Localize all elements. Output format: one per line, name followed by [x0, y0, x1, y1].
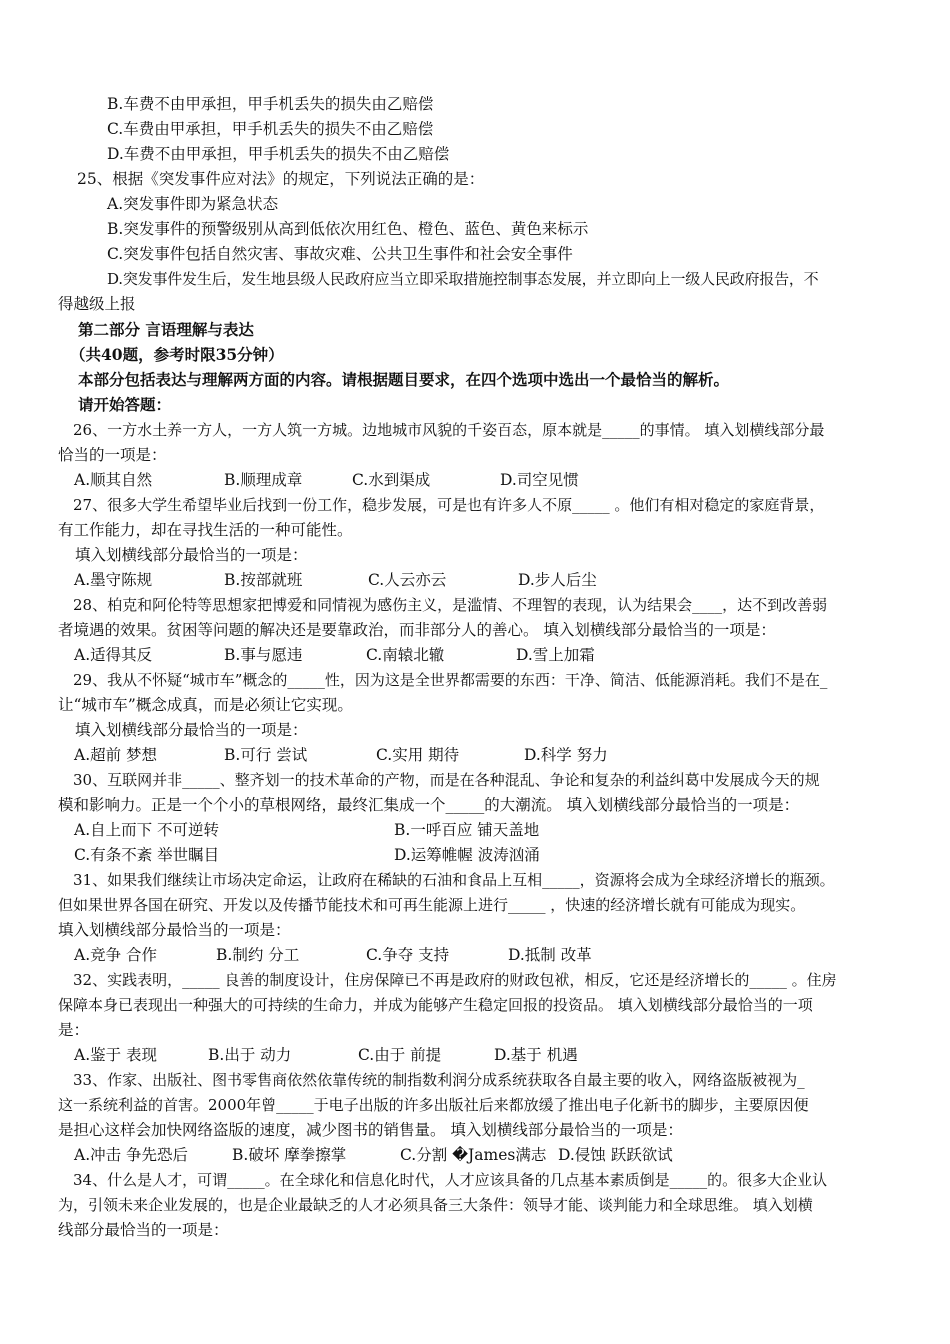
q29-option-b: B.可行 尝试 [224, 746, 308, 764]
q27-option-c: C.人云亦云 [368, 571, 447, 589]
q33-option-c: C.分割 �James满志 [400, 1146, 547, 1164]
q29-stem: 29、我从不怀疑“城市车”概念的_____性，因为这是全世界都需要的东西：干净、简洁、低能源消耗。我们不是在_ [73, 671, 828, 689]
q31-option-d: D.抵制 改革 [508, 946, 592, 964]
q33-option-b: B.破坏 摩拳擦掌 [232, 1146, 347, 1164]
q28-option-a: A.适得其反 [74, 646, 153, 664]
q29-prompt: 填入划横线部分最恰当的一项是： [75, 721, 308, 739]
q27-stem-cont: 有工作能力，却在寻找生活的一种可能性。 [58, 521, 353, 539]
section-start: 请开始答题： [78, 395, 172, 414]
q26-stem: 26、一方水土养一方人，一方人筑一方城。边地城市风貌的千姿百态，原本就是_____的事情。 填入划横线部分最 [73, 421, 825, 439]
q31-option-b: B.制约 分工 [216, 946, 300, 964]
q28-option-d: D.雪上加霜 [516, 646, 595, 664]
q25-option-d: D.突发事件发生后，发生地县级人民政府应当立即采取措施控制事态发展，并立即向上一级人民政府报告，不 [107, 270, 819, 288]
q27-option-d: D.步人后尘 [518, 571, 597, 589]
q32-option-a: A.鉴于 表现 [74, 1046, 158, 1064]
q27-option-a: A.墨守陈规 [74, 571, 153, 589]
q33-stem-end: 是担心这样会加快网络盗版的速度，减少图书的销售量。 填入划横线部分最恰当的一项是： [58, 1121, 683, 1139]
q33-stem: 33、作家、出版社、图书零售商依然依靠传统的制指数利润分成系统获取各自最主要的收入，网络盗版被视为_ [73, 1071, 805, 1089]
q29-option-c: C.实用 期待 [376, 746, 460, 764]
q24-option-d: D.车费不由甲承担，甲手机丢失的损失不由乙赔偿 [107, 145, 450, 163]
q29-option-a: A.超前 梦想 [74, 746, 158, 764]
q31-option-c: C.争夺 支持 [366, 946, 450, 964]
q31-option-a: A.竞争 合作 [74, 946, 158, 964]
q29-option-d: D.科学 努力 [524, 746, 608, 764]
q26-option-a: A.顺其自然 [74, 471, 153, 489]
q24-option-b: B.车费不由甲承担，甲手机丢失的损失由乙赔偿 [107, 95, 434, 113]
q28-stem-cont: 者境遇的效果。贫困等问题的解决还是要靠政治，而非部分人的善心。 填入划横线部分最恰当的一项是： [58, 621, 776, 639]
q26-option-c: C.水到渠成 [352, 471, 431, 489]
q28-stem: 28、柏克和阿伦特等思想家把博爱和同情视为感伤主义，是滥情、不理智的表现，认为结果会____，达不到改善弱 [73, 596, 828, 614]
section-intro: 本部分包括表达与理解两方面的内容。请根据题目要求，在四个选项中选出一个最恰当的解析。 [78, 370, 730, 389]
q26-stem-cont: 恰当的一项是： [58, 446, 167, 464]
q31-prompt: 填入划横线部分最恰当的一项是： [58, 921, 291, 939]
q27-option-b: B.按部就班 [224, 571, 303, 589]
q28-option-b: B.事与愿违 [224, 646, 303, 664]
q34-stem-end: 线部分最恰当的一项是： [58, 1221, 229, 1239]
q30-option-a: A.自上而下 不可逆转 [74, 821, 220, 839]
q25-option-a: A.突发事件即为紧急状态 [107, 195, 279, 213]
q30-option-c: C.有条不紊 举世瞩目 [74, 846, 220, 864]
q32-stem: 32、实践表明，_____ 良善的制度设计，住房保障已不再是政府的财政包袱，相反，它还是经济增长的_____ 。住房 [73, 971, 837, 989]
q34-stem: 34、什么是人才，可谓_____。在全球化和信息化时代，人才应该具备的几点基本素质倒是_____的。很多大企业认 [73, 1171, 828, 1189]
q29-stem-cont: 让“城市车”概念成真，而是必须让它实现。 [58, 696, 353, 714]
q26-option-b: B.顺理成章 [224, 471, 303, 489]
q25-stem: 25、根据《突发事件应对法》的规定，下列说法正确的是： [77, 170, 485, 188]
q33-option-a: A.冲击 争先恐后 [74, 1146, 189, 1164]
q30-stem: 30、互联网并非_____、整齐划一的技术革命的产物，而是在各种混乱、争论和复杂的利益纠葛中发展成今天的规 [73, 771, 820, 789]
q32-stem-end: 是： [58, 1021, 90, 1039]
q25-option-b: B.突发事件的预警级别从高到低依次用红色、橙色、蓝色、黄色来标示 [107, 220, 589, 238]
q27-stem: 27、很多大学生希望毕业后找到一份工作，稳步发展，可是也有许多人不原_____ 。他们有相对稳定的家庭背景， [73, 496, 825, 514]
q32-option-d: D.基于 机遇 [494, 1046, 578, 1064]
section-title: 第二部分 言语理解与表达 [78, 320, 254, 339]
section-subtitle: （共40题，参考时限35分钟） [70, 345, 284, 364]
q25-option-d-cont: 得越级上报 [58, 295, 136, 313]
q32-option-c: C.由于 前提 [358, 1046, 442, 1064]
q30-stem-cont: 模和影响力。正是一个个小的草根网络，最终汇集成一个_____的大潮流。 填入划横线部分最恰当的一项是： [58, 796, 800, 814]
q25-option-c: C.突发事件包括自然灾害、事故灾难、公共卫生事件和社会安全事件 [107, 245, 573, 263]
q26-option-d: D.司空见惯 [500, 471, 579, 489]
q31-stem: 31、如果我们继续让市场决定命运，让政府在稀缺的石油和食品上互相_____，资源将会成为全球经济增长的瓶颈。 [73, 871, 835, 889]
q31-stem-cont: 但如果世界各国在研究、开发以及传播节能技术和可再生能源上进行_____ ，快速的经济增长就有可能成为现实。 [58, 896, 806, 914]
q28-option-c: C.南辕北辙 [366, 646, 445, 664]
q33-option-d: D.侵蚀 跃跃欲试 [558, 1146, 673, 1164]
q32-stem-cont: 保障本身已表现出一种强大的可持续的生命力，并成为能够产生稳定回报的投资品。 填入划横线部分最恰当的一项 [58, 996, 813, 1014]
q30-option-d: D.运筹帷幄 波涛汹涌 [394, 846, 540, 864]
q30-option-b: B.一呼百应 铺天盖地 [394, 821, 540, 839]
q24-option-c: C.车费由甲承担，甲手机丢失的损失不由乙赔偿 [107, 120, 434, 138]
q33-stem-cont: 这一系统利益的首害。2000年曾_____于电子出版的许多出版社后来都放缓了推出电子化新书的脚步，主要原因便 [58, 1096, 809, 1114]
q27-prompt: 填入划横线部分最恰当的一项是： [75, 546, 308, 564]
q32-option-b: B.出于 动力 [208, 1046, 292, 1064]
q34-stem-cont: 为，引领未来企业发展的，也是企业最缺乏的人才必须具备三大条件：领导才能、谈判能力和全球思维。 填入划横 [58, 1196, 813, 1214]
